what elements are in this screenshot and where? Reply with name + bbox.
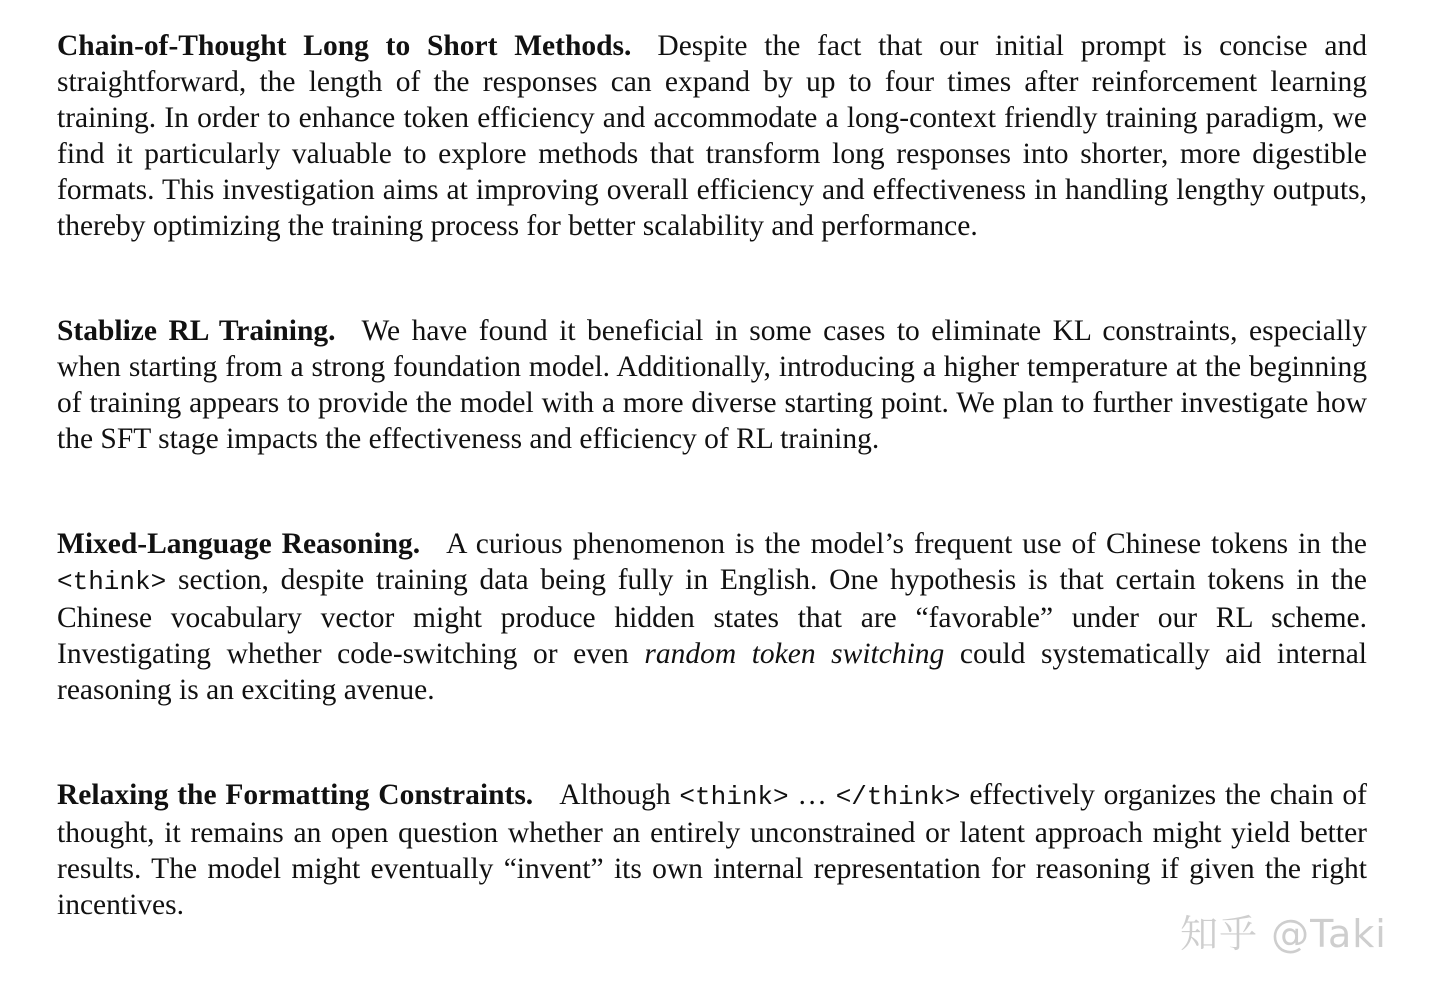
paragraph-text: A curious phenomenon is the model’s frequent use of Chinese tokens in the [446, 528, 1367, 560]
paragraph-cot-long-to-short [57, 28, 1367, 244]
paragraph-text: Despite the fact that our initial prompt is concise and straightforward, the length of the responses can expand by up to four times after reinforcement learning training. In order to enhance token efficiency and accommodate a long-context friendly training paradigm, we find it particularly valuable to explore methods that transform long responses into shorter, more digestible formats. This investigation aims at improving overall efficiency and effectiveness in handling lengthy outputs, thereby optimizing the training process for better scalability and performance. [57, 30, 1368, 242]
code-think-tag: <think> [57, 567, 167, 597]
paragraph-text: section, despite training data being fully in English. One hypothesis is that certain tokens in the Chinese vocabulary vector might produce hidden states that are “favorable” under our RL scheme. Investigating whether code-switching or even [57, 564, 1368, 670]
paragraph-relaxing-formatting [57, 777, 1367, 923]
paragraph-heading: Relaxing the Formatting Constraints. [57, 779, 534, 811]
paragraph-heading: Chain-of-Thought Long to Short Methods. [57, 30, 632, 62]
paragraph-heading: Mixed-Language Reasoning. [57, 528, 421, 560]
paragraph-text: Although [559, 779, 671, 811]
paragraph-text: could systematically aid internal reasoning is an exciting avenue. [57, 638, 1368, 706]
code-think-open: <think> [679, 782, 789, 812]
italic-phrase: random token switching [644, 638, 945, 670]
paragraph-text: effectively organizes the chain of thought, it remains an open question whether an entirely unconstrained or latent approach might yield better results. The model might eventually “invent” its own internal representation for reasoning if given the right incentives. [57, 779, 1367, 921]
paragraph-stabilize-rl [57, 313, 1367, 457]
code-think-close: </think> [835, 782, 961, 812]
document-body [57, 28, 1367, 923]
ellipsis: … [797, 779, 827, 811]
paragraph-mixed-language [57, 526, 1367, 708]
paragraph-text: We have found it beneficial in some cases to eliminate KL constraints, especially when starting from a strong foundation model. Additionally, introducing a higher temperature at the beginning of training appears to provide the model with a more diverse starting point. We plan to further investigate how the SFT stage impacts the effectiveness and efficiency of RL training. [57, 315, 1367, 455]
watermark: 知乎 @Taki [1180, 912, 1387, 956]
paragraph-heading: Stablize RL Training. [57, 315, 336, 347]
